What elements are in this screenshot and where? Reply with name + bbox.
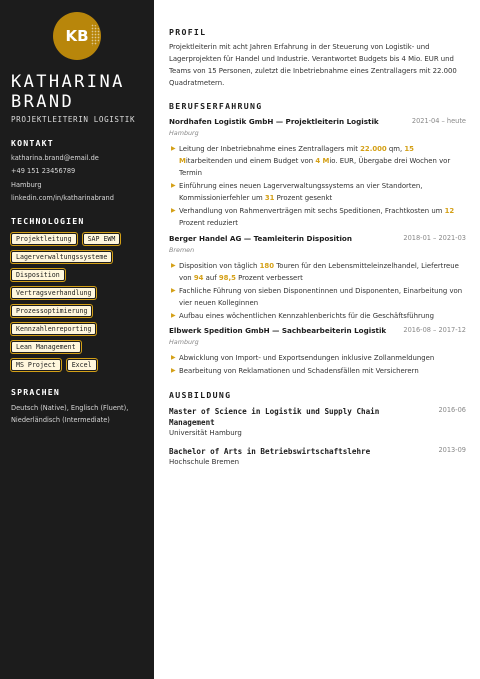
arrow-icon: ▶ [171,287,176,294]
bullet-text: io. EUR, Übergabe drei Wochen vor Termin [179,157,451,177]
edu-date: 2013-09 [438,446,466,454]
bullet-text: Abwicklung von Import- und Exportsendungen inklusive Zollanmeldungen [179,354,435,362]
bullet-highlight: 4 M [315,157,330,165]
bullet-highlight: 15 [404,145,414,153]
job-bullet [169,352,466,364]
skill-tag: Vertragsverhandlung [11,287,96,299]
arrow-icon: ▶ [171,262,176,269]
skill-tag: Disposition [11,269,65,281]
job-bullets [169,260,466,322]
education-entry [169,446,466,468]
bullet-highlight: M [179,157,186,165]
avatar-dot-pattern [91,24,100,46]
contact-linkedin[interactable]: linkedin.com/in/katharinabrand [11,194,114,203]
job-bullet [169,205,466,229]
skill-tag: SAP EWM [83,233,121,245]
edu-degree: Master of Science in Logistik und Supply Chain Management [169,407,380,427]
job-bullets [169,352,466,377]
job-entry [169,234,466,323]
bullet-text: Prozent verbessert [235,274,303,282]
bullet-text: Bearbeitung von Reklamationen und Schadensfällen mit Versicherern [179,367,419,375]
contact-phone[interactable]: +49 151 23456789 [11,167,76,176]
job-bullet [169,180,466,204]
job-title: Berger Handel AG — Teamleiterin Disposition [169,234,352,243]
arrow-icon: ▶ [171,367,176,374]
education-entry [169,406,466,439]
job-bullet [169,285,466,309]
profile-heading: PROFIL [169,27,207,37]
bullet-text: Prozent gesenkt [274,194,333,202]
languages-heading: SPRACHEN [11,387,61,397]
skill-tag: Lean Management [11,341,81,353]
candidate-role: PROJEKTLEITERIN LOGISTIK [11,115,136,124]
job-bullet [169,310,466,322]
job-date: 2021-04 – heute [411,117,466,125]
edu-date: 2016-06 [438,406,466,414]
skill-tag: Kennzahlenreporting [11,323,96,335]
job-date: 2018-01 – 2021-03 [403,234,466,242]
arrow-icon: ▶ [171,312,176,319]
job-location: Hamburg [169,129,199,137]
name-first: KATHARINA [11,72,125,92]
skill-tag: Projektleitung [11,233,77,245]
job-location: Bremen [169,246,195,254]
bullet-text: auf [203,274,219,282]
arrow-icon: ▶ [171,145,176,152]
avatar-initials: KB [65,27,89,45]
bullet-text: Fachliche Führung von sieben Disponentinnen und Disponenten, Einarbeitung von vier neuen Kolleginnen [179,287,463,307]
bullet-highlight: 12 [444,207,455,215]
education-heading: AUSBILDUNG [169,390,232,400]
skill-tag: Excel [67,359,97,371]
languages-text: Deutsch (Native), Englisch (Fluent), Niederländisch (Intermediate) [11,404,129,424]
bullet-text: Leitung der Inbetriebnahme eines Zentrallagers mit [179,145,361,153]
bullet-text: Disposition von täglich [179,262,260,270]
contact-heading: KONTAKT [11,138,54,148]
edu-school: Universität Hamburg [169,429,242,437]
sidebar [0,0,154,679]
bullet-text: Aufbau eines wöchentlichen Kennzahlenberichts für die Geschäftsführung [179,312,434,320]
job-entry [169,117,466,230]
job-bullet [169,260,466,284]
bullet-text: Verhandlung von Rahmenverträgen mit sechs Speditionen, Frachtkosten um [179,207,445,215]
edu-degree: Bachelor of Arts in Betriebswirtschaftslehre [169,447,371,456]
job-title: Elbwerk Spedition GmbH — Sachbearbeiterin Logistik [169,326,387,335]
contact-list [11,152,114,206]
bullet-text: qm, [386,145,405,153]
bullet-text: Touren für den Lebensmitteleinzelhandel, Liefertreue von [179,262,459,282]
job-bullets [169,143,466,229]
name-last: BRAND [11,92,75,112]
candidate-name [11,72,125,112]
skill-tag: Lagerverwaltungssysteme [11,251,112,263]
edu-school: Hochschule Bremen [169,458,240,466]
bullet-highlight: 94 [193,274,204,282]
avatar [53,12,101,60]
contact-city: Hamburg [11,180,42,189]
bullet-highlight: 31 [264,194,275,202]
job-bullet [169,143,466,179]
arrow-icon: ▶ [171,354,176,361]
job-title: Nordhafen Logistik GmbH — Projektleiterin Logistik [169,117,379,126]
skill-tag: Prozessoptimierung [11,305,92,317]
job-entry [169,326,466,378]
arrow-icon: ▶ [171,182,176,189]
contact-email[interactable]: katharina.brand@email.de [11,154,99,162]
bullet-highlight: 180 [259,262,275,270]
job-location: Hamburg [169,338,199,346]
profile-text: Projektleiterin mit acht Jahren Erfahrung in der Steuerung von Logistik- und Lagerprojekten für Handel und Industrie. Verantwortet Budgets bis 4 Mio. EUR und Teams von 15 Personen, zuletzt die Inbetriebnahme eines Zentrallagers mit 22.000 Quadratmetern. [169,43,457,87]
bullet-text: Prozent reduziert [179,219,239,227]
experience-heading: BERUFSERFAHRUNG [169,101,263,111]
bullet-highlight: 22.000 [360,145,387,153]
bullet-highlight: 98,5 [218,274,236,282]
job-date: 2016-08 – 2017-12 [403,326,466,334]
job-bullet [169,365,466,377]
skills-tags [11,233,145,377]
bullet-text: Einführung eines neuen Lagerverwaltungssystems an vier Standorten, Kommissionierfehler um [179,182,423,202]
bullet-text: itarbeitenden und einem Budget von [185,157,316,165]
skills-heading: TECHNOLOGIEN [11,216,85,226]
arrow-icon: ▶ [171,207,176,214]
skill-tag: MS Project [11,359,61,371]
